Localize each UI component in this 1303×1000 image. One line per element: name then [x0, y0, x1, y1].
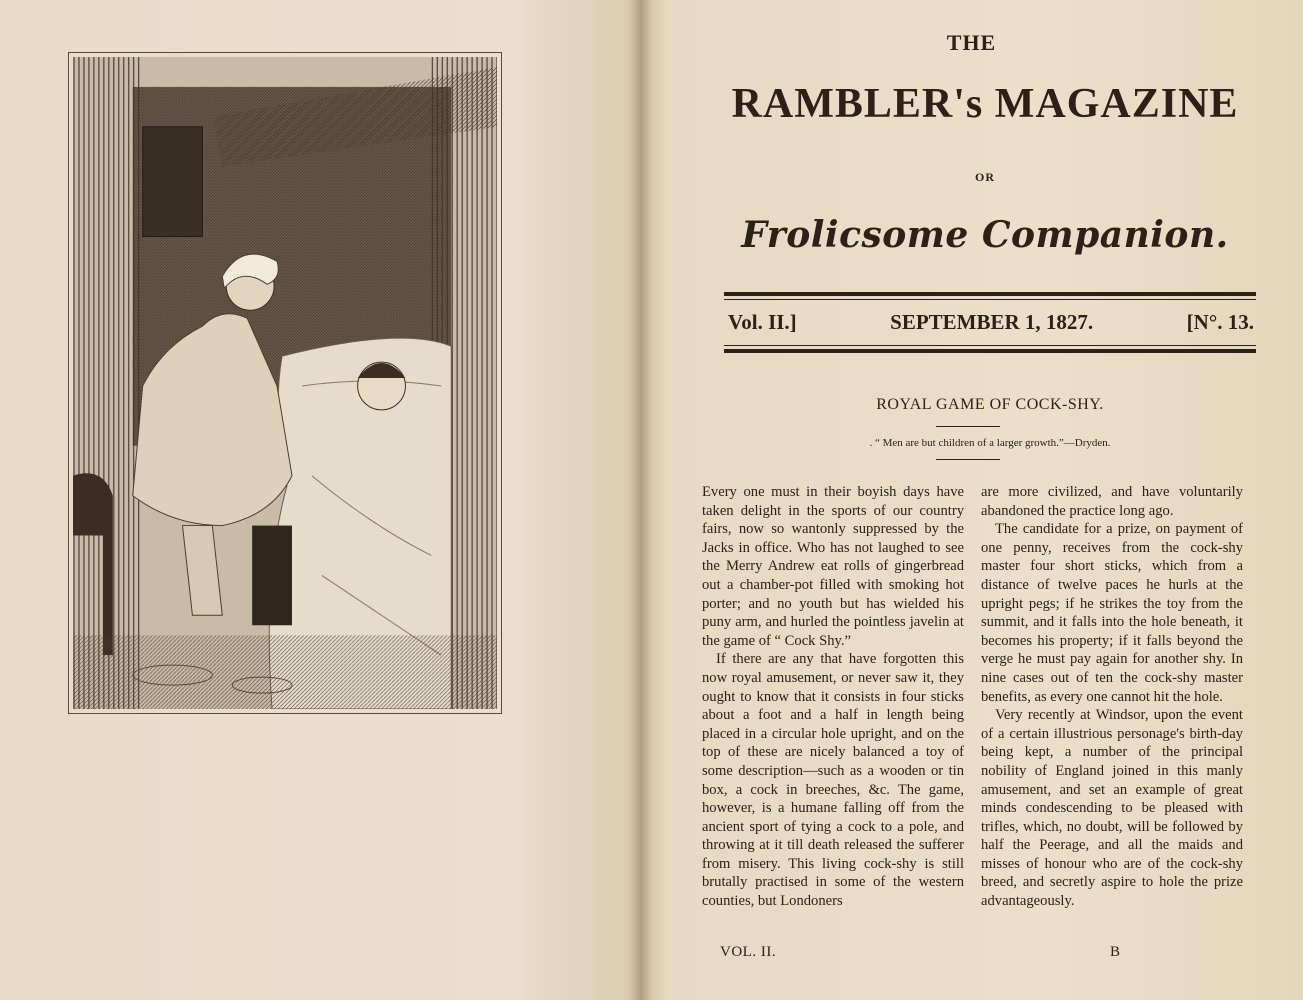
- issue-volume: Vol. II.]: [728, 310, 797, 334]
- bedroom-scene-engraving: [73, 57, 497, 709]
- masthead-title: RAMBLER's MAGAZINE: [731, 81, 1239, 127]
- masthead-rule-bottom-thick: [724, 349, 1256, 353]
- masthead-rule-top-thick: [724, 292, 1256, 296]
- paragraph: The candidate for a prize, on payment of one penny, receives from the cock-shy master four short sticks, which from a distance of twelve paces he hurls at the upright pegs; if he strikes the toy from the summit, and it falls into the hole beneath, it becomes his property; if it falls beyond the verge he must pay again for another shy. In nine cases out of ten the cock-shy master benefits, as every one cannot hit the hole.: [981, 521, 1243, 705]
- masthead-rule-bottom-thin: [724, 345, 1256, 346]
- masthead-subtitle: Frolicsome Companion.: [741, 214, 1229, 256]
- paragraph: Very recently at Windsor, upon the event of a certain illustrious personage's birth-day being kept, a number of the principal nobility of England joined in this manly amusement, and set an example of great minds condescending to be pleased with trifles, which, no doubt, will be followed by half the Peerage, and all the maids and misses of honour who are of the cock-shy breed, and secretly aspire to hole the prize advantageously.: [981, 707, 1243, 910]
- issue-line: [728, 310, 1254, 335]
- paragraph: If there are any that have forgotten this now royal amusement, or never saw it, they ought to know that it consists in four sticks about a foot and a half in length being placed in a circular hole upright, and on the top of these are nicely balanced a toy of some description—such as a wooden or tin box, a cock in breeches, &c. The game, however, is a humane falling off from the ancient sport of tying a cock to a pole, and throwing at it till death released the sufferer from misery. This living cock-shy is still brutally practised in some of the western counties, but Londoners: [702, 651, 964, 910]
- paragraph: Every one must in their boyish days have taken delight in the sports of our country fairs, now so wantonly suppressed by the Jacks in office. Who has not laughed to see the Merry Andrew eat rolls of gingerbread out a chamber-pot filled with smoking hot porter; and no youth but has wielded his puny arm, and hurled the pointless javelin at the game of “ Cock Shy.”: [702, 484, 964, 649]
- article-epigraph: . “ Men are but children of a larger growth.”—Dryden.: [869, 437, 1111, 449]
- article-title: ROYAL GAME OF COCK-SHY.: [876, 396, 1104, 413]
- footer-volume: VOL. II.: [720, 944, 777, 960]
- article-column-left: [702, 483, 964, 911]
- masthead-rule-top-thin: [724, 299, 1256, 300]
- book-gutter: [628, 0, 652, 1000]
- masthead-or: OR: [975, 170, 995, 184]
- issue-number: [N°. 13.: [1186, 310, 1254, 334]
- title-divider: [936, 426, 1000, 427]
- issue-date: SEPTEMBER 1, 1827.: [890, 310, 1094, 334]
- epigraph-divider: [936, 459, 1000, 460]
- article-column-right: [981, 483, 1243, 911]
- footer-signature-mark: B: [1110, 944, 1121, 960]
- paragraph: are more civilized, and have voluntarily abandoned the practice long ago.: [981, 484, 1243, 519]
- masthead-the: THE: [946, 30, 997, 55]
- engraving-illustration: [73, 57, 497, 709]
- engraving-plate-frame: [68, 52, 502, 714]
